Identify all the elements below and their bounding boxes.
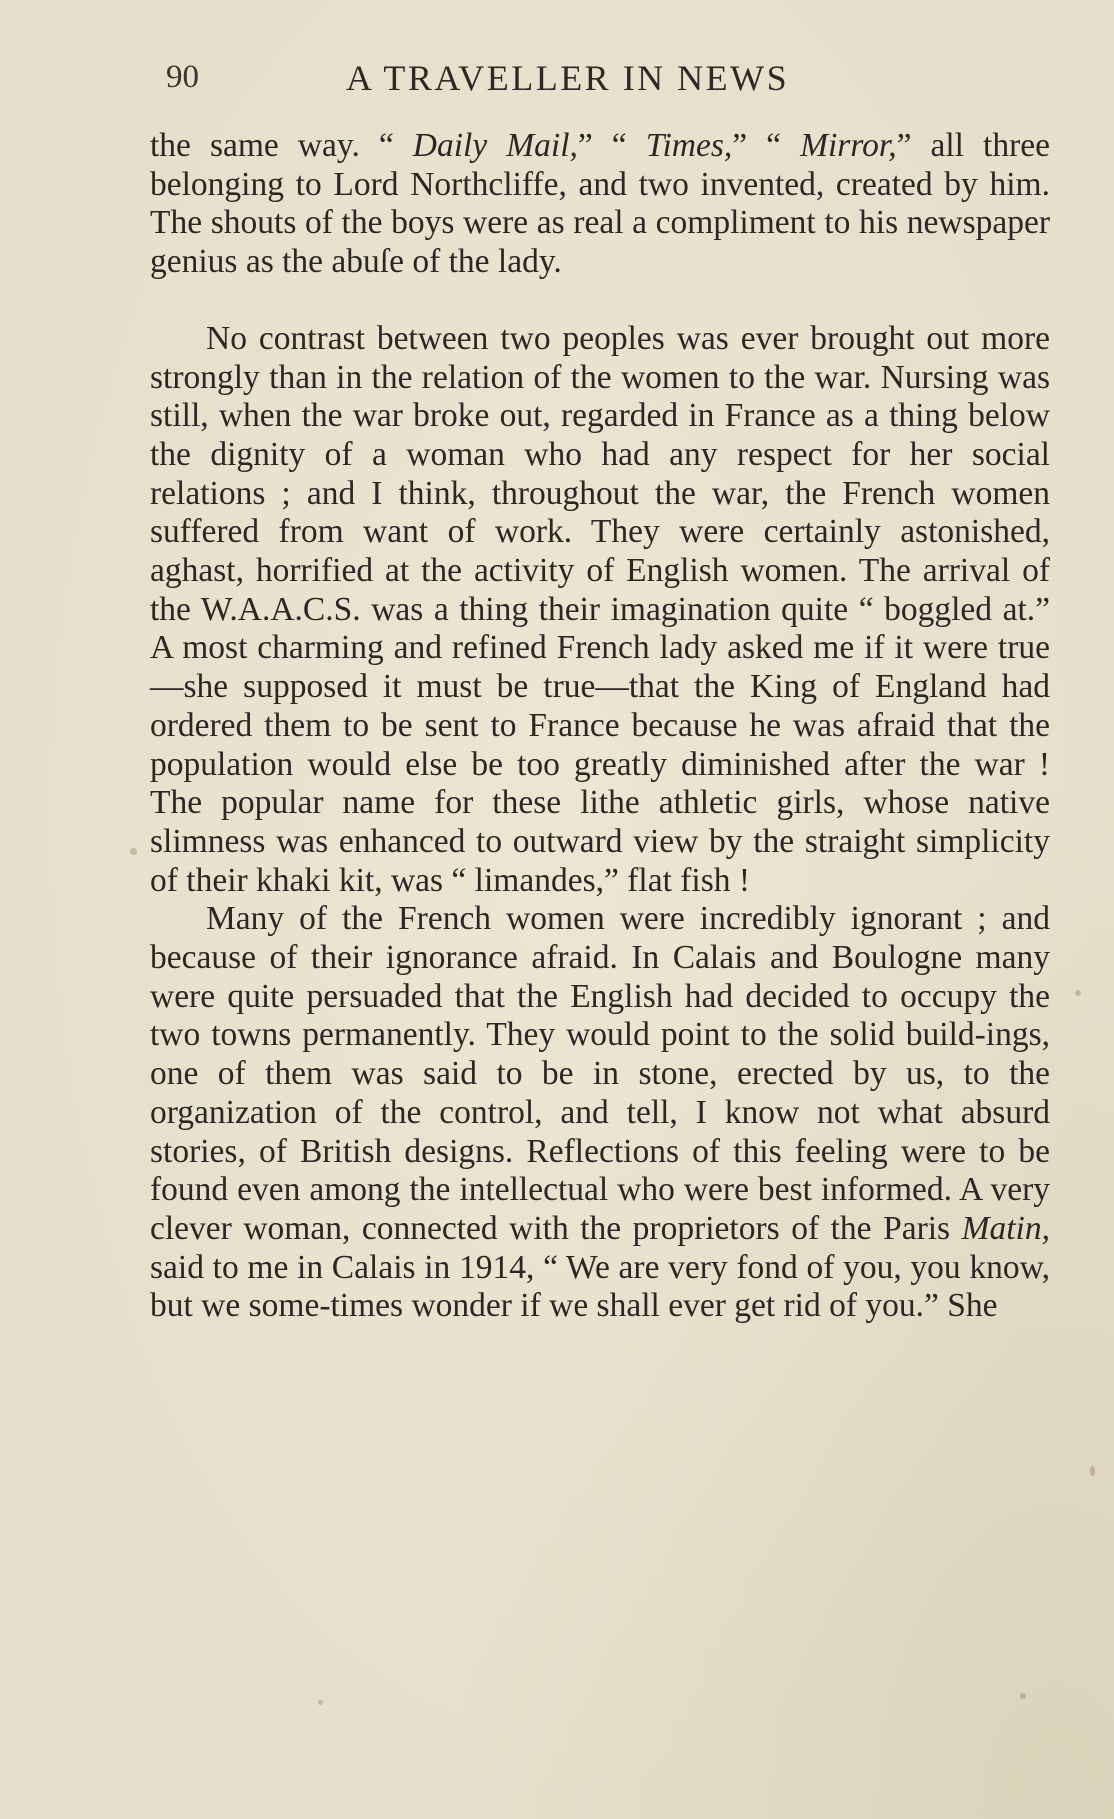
paragraph-3: [150, 900, 1050, 1326]
foxing-spot: [318, 1700, 323, 1705]
text-segment: said to me in Calais in 1914, “ We are very fond of you, you know, but we some-times wonder if we shall ever get rid of you.” She: [150, 1248, 1050, 1325]
running-title: A TRAVELLER IN NEWS: [346, 58, 790, 98]
paragraph-2: [150, 320, 1050, 901]
text-segment: ” “: [732, 127, 801, 164]
page-number: 90: [166, 59, 199, 95]
text-segment: ” all three belonging to Lord Northcliffe, and two invented, created by him. The shouts of the boys were as real a compliment to his newspaper genius as the abuſe of the lady.: [150, 127, 1050, 281]
text-segment: Many of the French women were incredibly ignorant ; and because of their ignorance afraid. In Calais and Boulogne many were quite persuaded that the English had decided to occupy the two towns permanently. They would point to the solid build-ings, one of them was said to be in stone, erected by us, to the organization of the control, and tell, I know not what absurd stories, of British designs. Reflections of this feeling were to be found even among the intellectual who were best informed. A very clever woman, connected with the proprietors of the Paris: [150, 900, 1050, 1247]
text-segment: ” “: [577, 127, 646, 164]
text-segment: No contrast between two peoples was ever brought out more strongly than in the relation of the women to the war. Nursing was still, when the war broke out, regarded in France as a thing below the dignity of a woman who had any respect for her social relations ; and I think, throughout the war, the French women suffered from want of work. They were certainly astonished, aghast, horrified at the activity of English women. The arrival of the W.A.A.C.S. was a thing their imagination quite “ boggled at.” A most charming and refined French lady asked me if it were true—she supposed it must be true—that the King of England had ordered them to be sent to France because he was afraid that the population would else be too greatly diminished after the war ! The popular name for these lithe athletic girls, whose native slimness was enhanced to outward view by the straight simplicity of their khaki kit, was “ limandes,” flat fish !: [150, 319, 1050, 899]
foxing-spot: [1090, 1466, 1095, 1476]
running-head: [166, 55, 1046, 103]
body-text: [150, 127, 1050, 1326]
foxing-spot: [130, 848, 137, 855]
foxing-spot: [1075, 990, 1081, 996]
newspaper-title: Times,: [645, 127, 733, 164]
newspaper-title: Matin,: [961, 1209, 1050, 1247]
foxing-spot: [1020, 1693, 1026, 1699]
paragraph-gap: [150, 282, 1050, 320]
paragraph-1: [150, 127, 1050, 282]
text-segment: the same way. “: [150, 127, 413, 164]
newspaper-title: Mirror,: [800, 127, 897, 164]
newspaper-title: Daily Mail,: [412, 127, 578, 164]
